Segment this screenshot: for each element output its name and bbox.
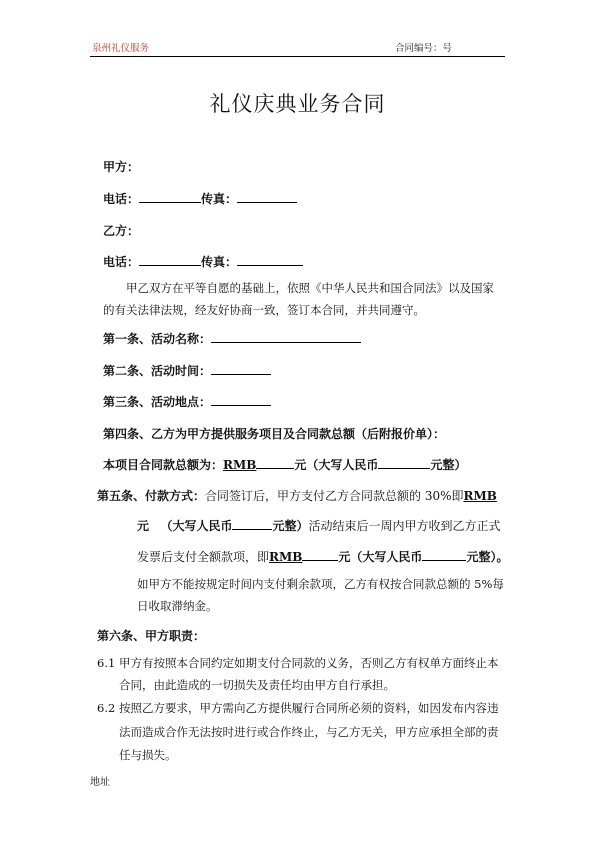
- article-6-2: 6.2 按照乙方要求，甲方需向乙方提供履行合同所必须的资料，如因发布内容违法而造成合作无法按时进行或合作终止，与乙方无关，甲方应承担全部的责任与损失。: [97, 701, 499, 762]
- article-5-rmb-1: RMB: [463, 489, 497, 503]
- header-contract-no: 合同编号：号: [395, 43, 453, 54]
- total-amount: [103, 456, 466, 473]
- article-4: 第四条、乙方为甲方提供服务项目及合同款总额（后附报价单）：: [103, 427, 446, 441]
- article-3-label: 第三条、活动地点：: [103, 395, 212, 409]
- article-5-yuan-1: 元: [137, 519, 150, 533]
- party-b-label: 乙方：: [103, 224, 140, 238]
- article-5-upper-1: （大写人民币: [160, 519, 233, 533]
- party-b-tel-blank: [139, 254, 201, 266]
- article-5-line-1: [97, 487, 497, 504]
- party-a-contact: [103, 190, 297, 207]
- article-5-rmb-2: RMB: [269, 550, 303, 564]
- article-1: [103, 330, 361, 347]
- party-a-fax-blank: [237, 191, 297, 203]
- article-5-text-1: 合同签订后，甲方支付乙方合同款总额的 30%即: [205, 489, 464, 503]
- total-amount-blank: [256, 457, 294, 469]
- total-rmb: RMB: [223, 458, 257, 472]
- balance-uppercase-blank: [422, 549, 466, 561]
- article-3: [103, 393, 271, 410]
- article-5-late-fee: 如甲方不能按规定时间内支付剩余款项，乙方有权按合同款总额的 5%每日收取滞纳金。: [137, 577, 504, 613]
- article-5-zheng-1: 元整）: [272, 519, 309, 533]
- intro-paragraph: 甲乙双方在平等自愿的基础上，依照《中华人民共和国合同法》以及国家的有关法律法规，经友好协商一致，签订本合同，并共同遵守。: [103, 281, 494, 317]
- article-2: [103, 362, 271, 379]
- article-5-upper-2: 元（大写人民币: [338, 550, 423, 564]
- article-6-label: 第六条、甲方职责：: [97, 629, 206, 643]
- party-b-fax-label: 传真：: [201, 255, 238, 269]
- total-prefix: 本项目合同款总额为：: [103, 458, 224, 472]
- article-5-line-3: [137, 548, 508, 565]
- article-5-text-3: 发票后支付全额款项，即: [137, 550, 270, 564]
- footer-address: 地址: [90, 777, 110, 788]
- total-yuan: 元（大写人民币: [294, 458, 379, 472]
- header-rule: [90, 56, 505, 57]
- article-6-1: 6.1 甲方有按照本合同约定如期支付合同款的义务，否则乙方有权单方面终止本合同，由此造成的一切损失及责任均由甲方自行承担。: [97, 656, 499, 692]
- party-a-tel-blank: [139, 191, 201, 203]
- party-a-tel-label: 电话：: [103, 192, 140, 206]
- party-a-label: 甲方：: [103, 160, 140, 174]
- party-b-fax-blank: [237, 254, 303, 266]
- total-zheng: 元整）: [430, 458, 467, 472]
- article-1-label: 第一条、活动名称：: [103, 332, 212, 346]
- activity-name-blank: [211, 331, 361, 343]
- article-5-label: 第五条、付款方式：: [97, 489, 206, 503]
- page-title: 礼仪庆典业务合同: [209, 92, 386, 116]
- total-uppercase-blank: [378, 457, 430, 469]
- article-5-line-2: [137, 517, 501, 534]
- party-b-tel-label: 电话：: [103, 255, 140, 269]
- header-company: 泉州礼仪服务: [92, 43, 150, 54]
- article-5-text-2: 活动结束后一周内甲方收到乙方正式: [308, 519, 501, 533]
- deposit-uppercase-blank: [232, 518, 272, 530]
- activity-place-blank: [211, 394, 271, 406]
- party-a-fax-label: 传真：: [201, 192, 238, 206]
- balance-amount-blank: [302, 549, 338, 561]
- activity-time-blank: [211, 363, 271, 375]
- article-5-zheng-2: 元整）。: [466, 550, 509, 564]
- party-b-contact: [103, 253, 303, 270]
- article-2-label: 第二条、活动时间：: [103, 364, 212, 378]
